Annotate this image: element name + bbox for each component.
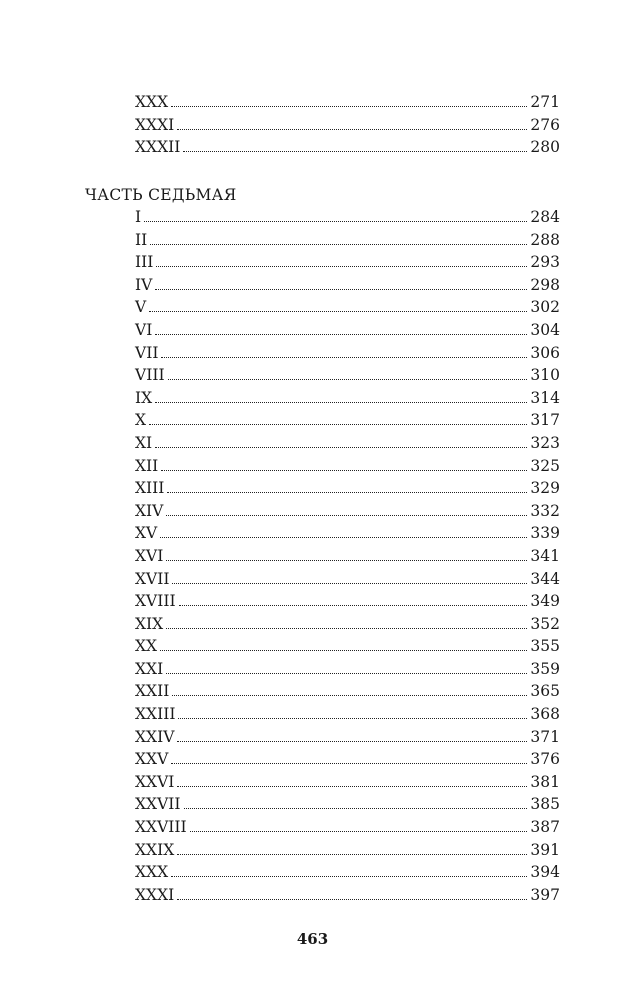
dot-leader — [166, 560, 527, 561]
chapter-page-number: 280 — [530, 138, 560, 157]
toc-entry — [135, 635, 560, 658]
toc-entry — [135, 455, 560, 478]
dot-leader — [171, 876, 527, 877]
chapter-page-number: 288 — [530, 230, 560, 249]
dot-leader — [183, 151, 527, 152]
chapter-page-number: 276 — [530, 115, 560, 134]
chapter-page-number: 371 — [530, 727, 560, 746]
chapter-number: II — [135, 230, 148, 249]
toc-entry — [135, 114, 560, 137]
chapter-page-number: 365 — [530, 682, 560, 701]
dot-leader — [190, 831, 528, 832]
toc-entry — [135, 364, 560, 387]
dot-leader — [160, 537, 527, 538]
toc-entry — [135, 568, 560, 591]
toc-entry — [135, 703, 560, 726]
dot-leader — [155, 447, 527, 448]
dot-leader — [179, 605, 528, 606]
toc-entry — [135, 342, 560, 365]
dot-leader — [172, 695, 527, 696]
chapter-page-number: 293 — [530, 253, 560, 272]
toc-entry — [135, 658, 560, 681]
toc-entry — [135, 91, 560, 114]
chapter-number: XV — [135, 524, 158, 543]
chapter-page-number: 376 — [530, 750, 560, 769]
toc-entry — [135, 136, 560, 159]
chapter-page-number: 387 — [530, 818, 560, 837]
chapter-number: VIII — [135, 366, 165, 385]
toc-entry — [135, 726, 560, 749]
chapter-number: XIX — [135, 614, 164, 633]
dot-leader — [171, 106, 527, 107]
toc-entry — [135, 680, 560, 703]
chapter-number: XXII — [135, 682, 170, 701]
chapter-page-number: 352 — [530, 614, 560, 633]
toc-entry — [135, 409, 560, 432]
chapter-number: I — [135, 208, 142, 226]
dot-leader — [172, 583, 527, 584]
chapter-number: III — [135, 253, 154, 272]
toc-entry — [135, 274, 560, 297]
chapter-number: XXXI — [135, 885, 175, 904]
toc-entry — [135, 477, 560, 500]
chapter-number: XXX — [135, 863, 169, 882]
chapter-number: XXXII — [135, 138, 181, 157]
chapter-page-number: 325 — [530, 456, 560, 475]
chapter-number: X — [135, 411, 147, 430]
chapter-page-number: 394 — [530, 863, 560, 882]
dot-leader — [168, 379, 528, 380]
dot-leader — [166, 673, 527, 674]
chapter-page-number: 304 — [530, 320, 560, 339]
chapter-page-number: 332 — [530, 501, 560, 520]
chapter-page-number: 344 — [530, 569, 560, 588]
chapter-page-number: 339 — [530, 524, 560, 543]
toc-entry — [135, 319, 560, 342]
chapter-page-number: 302 — [530, 298, 560, 317]
dot-leader — [156, 266, 527, 267]
chapter-number: XXVII — [135, 795, 181, 814]
toc-part-seven — [135, 206, 560, 906]
chapter-page-number: 368 — [530, 705, 560, 724]
dot-leader — [161, 357, 527, 358]
chapter-number: IX — [135, 388, 153, 407]
chapter-number: XVI — [135, 546, 164, 565]
chapter-number: XXIX — [135, 840, 175, 859]
chapter-number: XXIV — [135, 727, 175, 746]
toc-entry — [135, 839, 560, 862]
chapter-number: XXV — [135, 750, 169, 769]
chapter-page-number: 355 — [530, 637, 560, 656]
chapter-page-number: 271 — [530, 93, 560, 111]
chapter-number: XII — [135, 456, 159, 475]
chapter-page-number: 391 — [530, 840, 560, 859]
dot-leader — [161, 470, 527, 471]
toc-entry — [135, 432, 560, 455]
chapter-number: XX — [135, 637, 158, 656]
toc-entry — [135, 206, 560, 229]
dot-leader — [178, 718, 527, 719]
dot-leader — [177, 854, 527, 855]
chapter-page-number: 306 — [530, 343, 560, 362]
chapter-page-number: 317 — [530, 411, 560, 430]
chapter-page-number: 349 — [530, 592, 560, 611]
dot-leader — [166, 628, 527, 629]
dot-leader — [149, 311, 527, 312]
chapter-page-number: 329 — [530, 479, 560, 498]
dot-leader — [177, 741, 527, 742]
chapter-page-number: 310 — [530, 366, 560, 385]
toc-entry — [135, 613, 560, 636]
chapter-number: XVII — [135, 569, 170, 588]
chapter-page-number: 298 — [530, 275, 560, 294]
chapter-number: XXVIII — [135, 818, 187, 837]
chapter-page-number: 397 — [530, 885, 560, 904]
chapter-page-number: 385 — [530, 795, 560, 814]
chapter-number: V — [135, 298, 147, 317]
chapter-number: XIII — [135, 479, 165, 498]
chapter-page-number: 381 — [530, 772, 560, 791]
toc-entry — [135, 816, 560, 839]
dot-leader — [155, 334, 527, 335]
toc-entry — [135, 545, 560, 568]
chapter-number: VI — [135, 320, 153, 339]
dot-leader — [167, 492, 527, 493]
chapter-number: VII — [135, 343, 159, 362]
toc-entry — [135, 793, 560, 816]
page-number: 463 — [296, 930, 329, 948]
dot-leader — [177, 786, 527, 787]
chapter-page-number: 341 — [530, 546, 560, 565]
chapter-number: XXI — [135, 659, 164, 678]
dot-leader — [155, 402, 527, 403]
toc-entry — [135, 884, 560, 907]
chapter-page-number: 284 — [530, 208, 560, 226]
toc-entry — [135, 748, 560, 771]
chapter-number: IV — [135, 275, 153, 294]
dot-leader — [171, 763, 527, 764]
dot-leader — [160, 650, 527, 651]
chapter-number: XI — [135, 433, 153, 452]
toc-previous-part — [135, 91, 560, 159]
part-heading: ЧАСТЬ СЕДЬМАЯ — [85, 186, 237, 204]
toc-entry — [135, 251, 560, 274]
toc-entry — [135, 522, 560, 545]
dot-leader — [144, 221, 527, 222]
dot-leader — [149, 424, 527, 425]
chapter-page-number: 314 — [530, 388, 560, 407]
toc-entry — [135, 387, 560, 410]
dot-leader — [155, 289, 527, 290]
toc-entry — [135, 296, 560, 319]
toc-entry — [135, 771, 560, 794]
chapter-page-number: 323 — [530, 433, 560, 452]
chapter-number: XXVI — [135, 772, 175, 791]
toc-entry — [135, 500, 560, 523]
toc-entry — [135, 861, 560, 884]
chapter-page-number: 359 — [530, 659, 560, 678]
chapter-number: XXIII — [135, 705, 176, 724]
chapter-number: XIV — [135, 501, 164, 520]
toc-entry — [135, 590, 560, 613]
chapter-number: XVIII — [135, 592, 176, 611]
toc-entry — [135, 229, 560, 252]
dot-leader — [150, 244, 527, 245]
chapter-number: XXXI — [135, 115, 175, 134]
chapter-number: XXX — [135, 93, 169, 111]
dot-leader — [184, 808, 528, 809]
dot-leader — [177, 899, 527, 900]
dot-leader — [177, 129, 527, 130]
dot-leader — [166, 515, 527, 516]
